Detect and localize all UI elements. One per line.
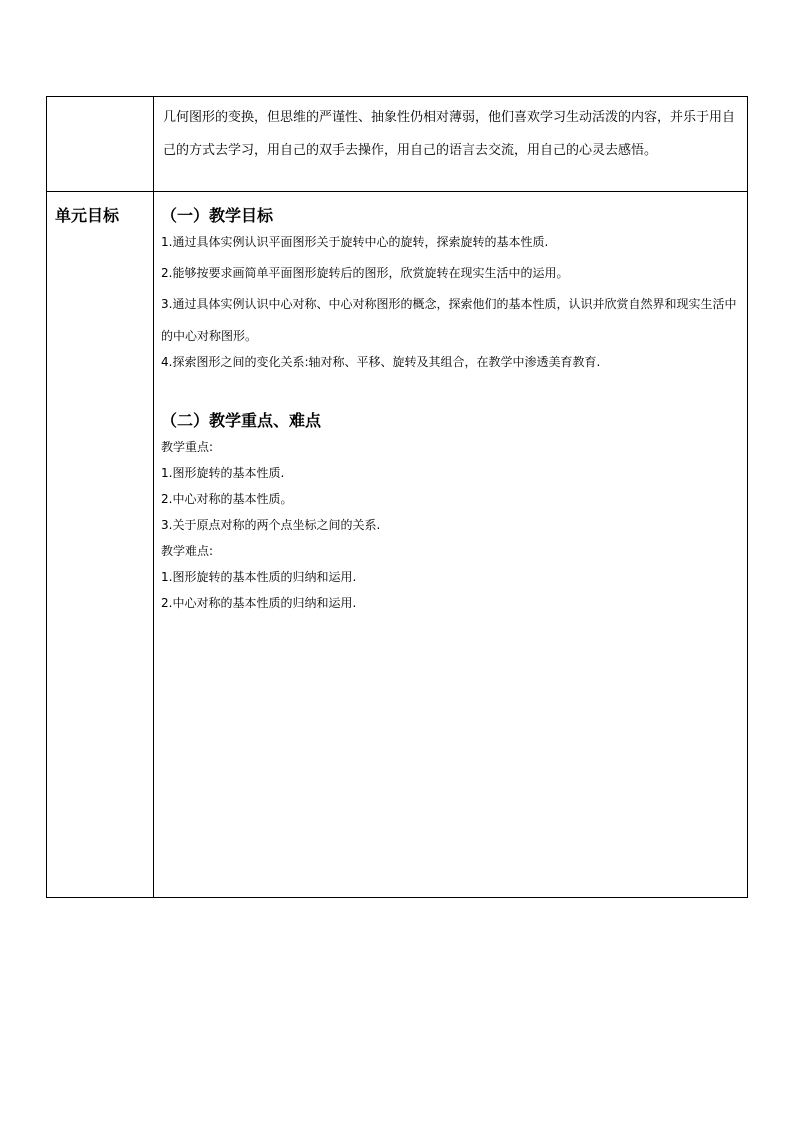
goal-item: 1.通过具体实例认识平面图形关于旋转中心的旋转，探索旋转的基本性质. [161, 235, 549, 249]
key-point-item: 2.中心对称的基本性质。 [161, 492, 293, 506]
student-analysis-text: 几何图形的变换，但思维的严谨性、抽象性仍相对薄弱，他们喜欢学习生动活泼的内容，并乐于用自己的方式去学习，用自己的双手去操作，用自己的语言去交流，用自己的心灵去感悟。 [163, 110, 736, 158]
key-point-item: 1.图形旋转的基本性质. [161, 466, 285, 480]
goal-item: 2.能够按要求画简单平面图形旋转后的图形，欣赏旋转在现实生活中的运用。 [161, 266, 569, 280]
key-difficulty-heading: （二）教学重点、难点 [161, 411, 322, 430]
lesson-plan-table [46, 96, 748, 898]
unit-goals-label: 单元目标 [55, 206, 120, 225]
key-points-label: 教学重点: [161, 440, 214, 454]
difficulty-label: 教学难点: [161, 544, 214, 558]
row-divider [47, 191, 747, 192]
column-divider [153, 97, 154, 897]
goal-item: 4.探索图形之间的变化关系:轴对称、平移、旋转及其组合，在教学中渗透美育教育. [161, 355, 601, 369]
unit-goals-content [161, 193, 745, 621]
goal-item: 3.通过具体实例认识中心对称、中心对称图形的概念，探索他们的基本性质，认识并欣赏自然界和现实生活中的中心对称图形。 [161, 297, 737, 343]
teaching-goals-heading: （一）教学目标 [161, 206, 274, 225]
key-point-item: 3.关于原点对称的两个点坐标之间的关系. [161, 518, 381, 532]
difficulty-item: 2.中心对称的基本性质的归纳和运用. [161, 596, 357, 610]
difficulty-item: 1.图形旋转的基本性质的归纳和运用. [161, 570, 357, 584]
